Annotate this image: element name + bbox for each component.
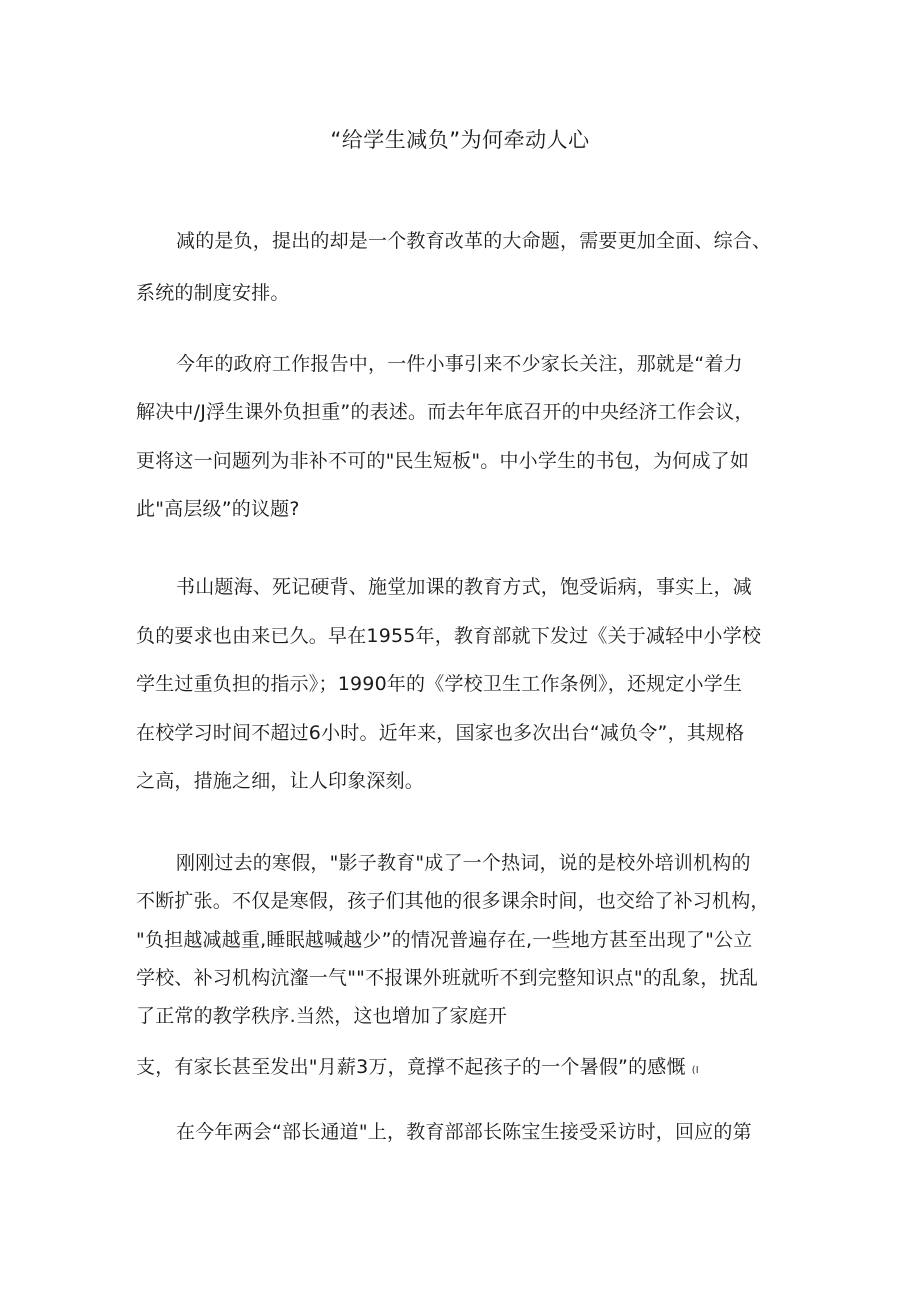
paragraph-2-line-3: 更将这一问题列为非补不可的"民生短板"。中小学生的书包，为何成了如: [136, 450, 750, 472]
paragraph-2-line-4: 此"高层级”的议题?: [136, 498, 300, 520]
document-title: “给学生减负”为何牵动人心: [330, 128, 590, 152]
paragraph-4-line-2: 不断扩张。不仅是寒假，孩子们其他的很多课余时间，也交给了补习机构，: [136, 890, 770, 912]
paragraph-5-line-1: [136, 1052, 699, 1086]
paragraph-4-line-5: 了正常的教学秩序.当然，这也增加了家庭开: [136, 1005, 508, 1027]
paragraph-3-line-1: 书山题海、死记硬背、施堂加课的教育方式，饱受诟病，事实上，减: [176, 576, 753, 598]
paragraph-2-line-1: 今年的政府工作报告中，一件小事引来不少家长关注，那就是“着力: [176, 353, 743, 375]
paragraph-1-line-2: 系统的制度安排。: [136, 282, 290, 304]
paragraph-3-line-2: 负的要求也由来已久。早在1955年，教育部就下发过《关于减轻中小学校: [136, 625, 762, 647]
paragraph-3-line-4: 在校学习时间不超过6小时。近年来，国家也多次出台“减负令”，其规格: [136, 722, 745, 744]
paragraph-3-line-5: 之高，措施之细，让人印象深刻。: [136, 770, 425, 792]
paragraph-6-line-1: 在今年两会“部长通道"上，教育部部长陈宝生接受采访时，回应的第: [176, 1121, 752, 1143]
paragraph-4-line-3: "负担越减越重,睡眠越喊越少”的情况普遍存在,一些地方甚至出现了"公立: [136, 929, 753, 951]
paragraph-2-line-2: 解决中/J浮生课外负担重”的表述。而去年年底召开的中央经济工作会议，: [136, 401, 754, 423]
paragraph-1-line-1: 减的是负，提出的却是一个教育改革的大命题，需要更加全面、综合、: [176, 230, 772, 252]
paragraph-5-tail-mark: (I: [691, 1065, 699, 1076]
paragraph-4-line-1: 刚刚过去的寒假，"影子教育"成了一个热词，说的是校外培训机构的: [176, 852, 751, 874]
paragraph-5-text: 支，有家长甚至发出"月薪3万，竟撑不起孩子的一个暑假”的感慨: [136, 1056, 686, 1078]
paragraph-3-line-3: 学生过重负担的指示》；1990年的《学校卫生工作条例》，还规定小学生: [136, 673, 743, 695]
paragraph-4-line-4: 学校、补习机构沆瀣一气""不报课外班就听不到完整知识点"的乱象，扰乱: [136, 967, 759, 989]
